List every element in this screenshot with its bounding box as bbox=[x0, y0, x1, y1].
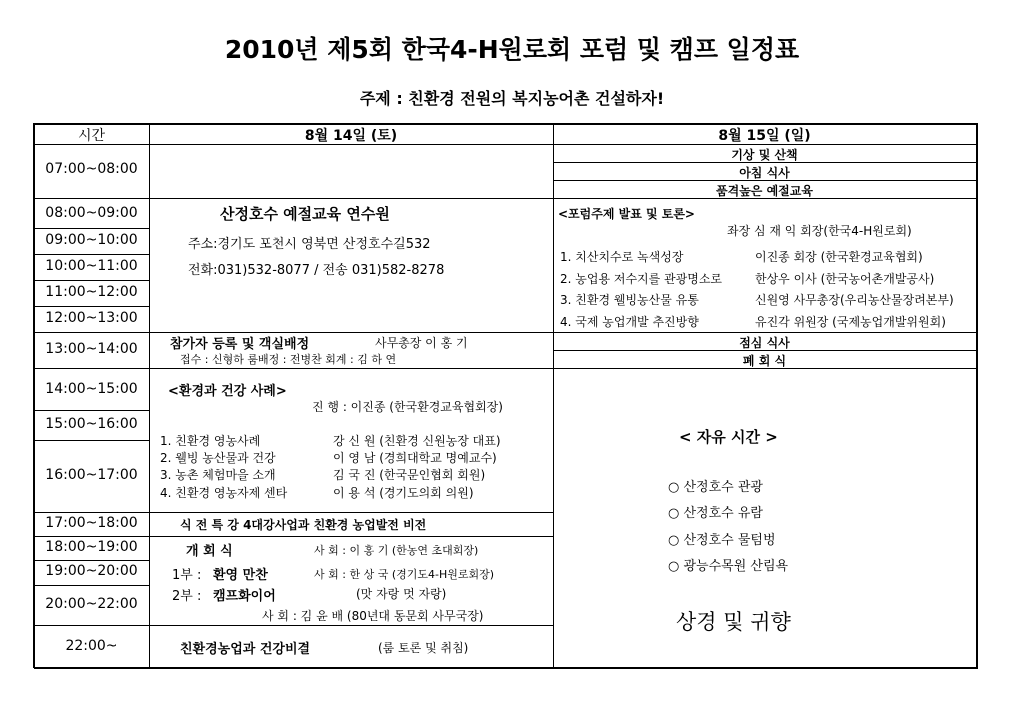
time-slot: 08:00~09:00 bbox=[45, 205, 138, 221]
page-title: 2010년 제5회 한국4-H원로회 포럼 및 캠프 일정표 bbox=[224, 35, 800, 64]
part1-title: 환영 만찬 bbox=[213, 568, 268, 583]
time-slot: 11:00~12:00 bbox=[45, 284, 138, 300]
free-time-item: ○ 산정호수 물텀벙 bbox=[668, 533, 776, 548]
free-time-item-label: 산정호수 유람 bbox=[683, 506, 763, 521]
forum-item-topic: 4. 국제 농업개발 추진방향 bbox=[560, 315, 699, 329]
return-home: 상경 및 귀향 bbox=[676, 610, 791, 634]
time-slot: 15:00~16:00 bbox=[45, 416, 138, 432]
case-item-speaker: 김 국 진 (한국문인협회 회원) bbox=[333, 468, 486, 482]
venue-phone: 전화:031)532-8077 / 전송 031)582-8278 bbox=[188, 263, 445, 278]
time-slot: 16:00~17:00 bbox=[45, 467, 138, 483]
part1-label: 1부 : bbox=[172, 568, 202, 583]
time-slot: 17:00~18:00 bbox=[45, 515, 138, 531]
night-title: 친환경농업과 건강비결 bbox=[180, 642, 311, 657]
time-slot: 14:00~15:00 bbox=[45, 381, 138, 397]
free-time-item-label: 산정호수 물텀벙 bbox=[683, 533, 776, 548]
part1-host: 사 회 : 한 상 국 (경기도4-H원로회장) bbox=[314, 568, 495, 581]
forum-item-speaker: 유진각 위원장 (국제농업개발위원회) bbox=[755, 315, 946, 329]
time-slot: 19:00~20:00 bbox=[45, 563, 138, 579]
special-lecture: 식 전 특 강 4대강사업과 친환경 농업발전 비전 bbox=[180, 518, 427, 532]
forum-title: <포럼주제 발표 및 토론> bbox=[558, 207, 695, 221]
opening-title: 개 회 식 bbox=[186, 544, 233, 559]
header-day1: 8월 14일 (토) bbox=[304, 128, 398, 144]
forum-item-speaker: 이진종 회장 (한국환경교육협회) bbox=[755, 250, 923, 264]
opening-host: 사 회 : 이 홍 기 (한농연 초대회장) bbox=[314, 544, 479, 557]
venue-name: 산정호수 예절교육 연수원 bbox=[220, 205, 390, 223]
time-slot: 22:00~ bbox=[65, 638, 118, 654]
forum-item-topic: 1. 치산치수로 녹색성장 bbox=[560, 250, 684, 264]
free-time-item: ○ 산정호수 유람 bbox=[668, 506, 763, 521]
part2-title: 캠프화이어 bbox=[213, 589, 276, 604]
closing-ceremony: 폐 회 식 bbox=[742, 354, 787, 368]
free-time-item-label: 광능수목원 산림욕 bbox=[683, 559, 789, 574]
forum-item-speaker: 신원영 사무총장(우리농산물장려본부) bbox=[755, 293, 954, 307]
time-slot: 12:00~13:00 bbox=[45, 310, 138, 326]
case-title: <환경과 건강 사례> bbox=[168, 384, 287, 399]
case-item-topic: 3. 농촌 체험마을 소개 bbox=[160, 468, 276, 482]
part2-label: 2부 : bbox=[172, 589, 202, 604]
header-day2: 8월 15일 (일) bbox=[718, 128, 811, 144]
case-item-topic: 1. 친환경 영농사례 bbox=[160, 434, 261, 448]
night-note: (룸 토론 및 취침) bbox=[378, 641, 469, 655]
forum-item-topic: 2. 농업용 저수지를 관광명소로 bbox=[560, 272, 722, 286]
part2-host: 사 회 : 김 윤 배 (80년대 동문회 사무국장) bbox=[262, 609, 484, 623]
free-time-item-label: 산정호수 관광 bbox=[683, 480, 763, 495]
free-time-item: ○ 광능수목원 산림욕 bbox=[668, 559, 789, 574]
registration-lead: 사무총장 이 홍 기 bbox=[375, 336, 468, 350]
forum-chair: 좌장 심 재 익 회장(한국4-H원로회) bbox=[727, 224, 912, 238]
registration-title: 참가자 등록 및 객실배정 bbox=[170, 337, 310, 352]
part2-note: (맛 자랑 멋 자랑) bbox=[356, 587, 447, 601]
morning-item: 기상 및 산책 bbox=[731, 148, 798, 162]
morning-item: 품격높은 예절교육 bbox=[716, 184, 813, 198]
time-slot: 10:00~11:00 bbox=[45, 258, 138, 274]
lunch: 점심 식사 bbox=[739, 336, 790, 350]
forum-item-speaker: 한상우 이사 (한국농어촌개발공사) bbox=[755, 272, 935, 286]
header-time: 시간 bbox=[77, 128, 106, 144]
page-subtitle: 주제 : 친환경 전원의 복지농어촌 건설하자! bbox=[359, 89, 665, 108]
forum-item-topic: 3. 친환경 웰빙농산물 유통 bbox=[560, 293, 699, 307]
morning-item: 아침 식사 bbox=[739, 166, 790, 180]
case-moderator: 진 행 : 이진종 (한국환경교육협회장) bbox=[312, 400, 503, 414]
venue-address: 주소:경기도 포천시 영북면 산정호수길532 bbox=[188, 237, 431, 252]
time-slot: 09:00~10:00 bbox=[45, 232, 138, 248]
case-item-topic: 2. 웰빙 농산물과 건강 bbox=[160, 451, 276, 465]
case-item-topic: 4. 친환경 영농자제 센타 bbox=[160, 486, 288, 500]
time-slot: 07:00~08:00 bbox=[45, 161, 138, 177]
free-time-item: ○ 산정호수 관광 bbox=[668, 480, 763, 495]
case-item-speaker: 강 신 원 (친환경 신원농장 대표) bbox=[333, 434, 501, 448]
case-item-speaker: 이 영 남 (경희대학교 명예교수) bbox=[333, 451, 497, 465]
time-slot: 18:00~19:00 bbox=[45, 539, 138, 555]
case-item-speaker: 이 용 석 (경기도의회 의원) bbox=[333, 486, 474, 500]
time-slot: 20:00~22:00 bbox=[45, 596, 138, 612]
registration-staff: 접수 : 신형하 룸배정 : 전병찬 회계 : 김 하 연 bbox=[180, 353, 397, 366]
free-time-title: < 자유 시간 > bbox=[679, 428, 778, 446]
time-slot: 13:00~14:00 bbox=[45, 341, 138, 357]
